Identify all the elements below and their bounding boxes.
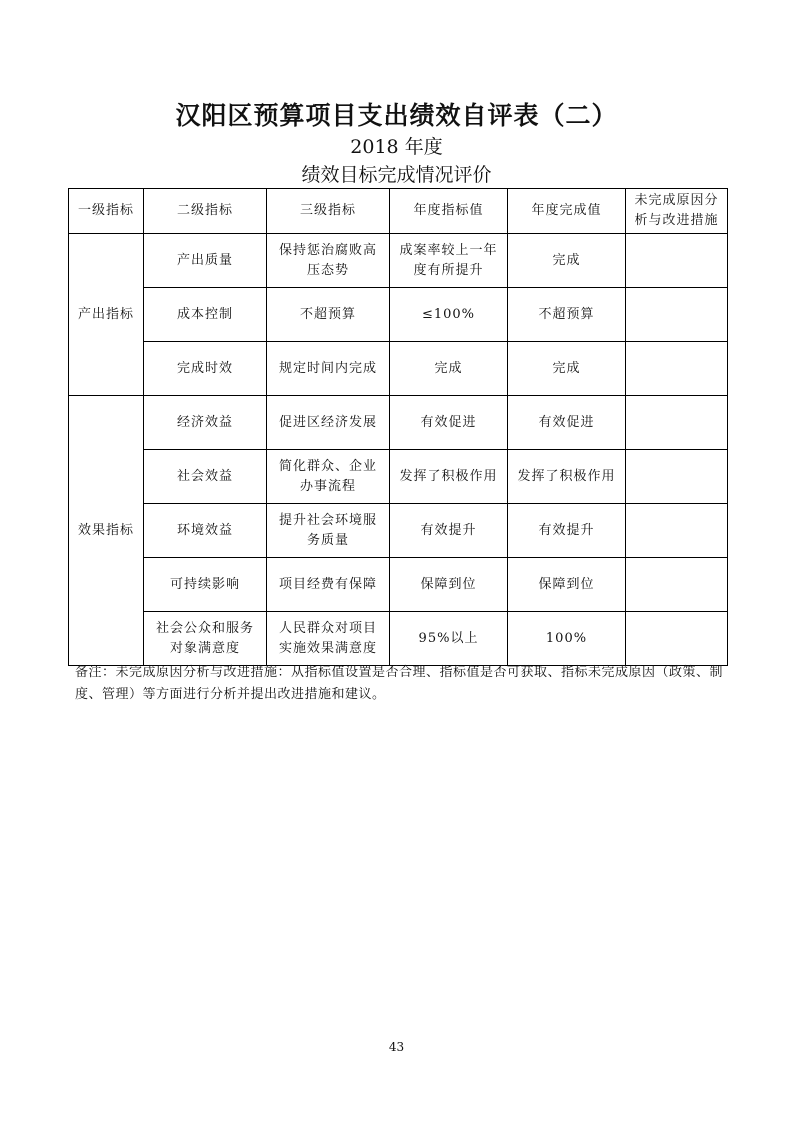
target-cell: 95%以上 — [390, 612, 508, 666]
table-row — [69, 612, 728, 666]
level2-cell: 经济效益 — [144, 396, 267, 450]
table-row — [69, 342, 728, 396]
actual-cell: 有效提升 — [508, 504, 626, 558]
actual-cell: 保障到位 — [508, 558, 626, 612]
level3-cell: 提升社会环境服务质量 — [267, 504, 390, 558]
reason-cell — [626, 342, 728, 396]
actual-cell: 100% — [508, 612, 626, 666]
level2-cell: 完成时效 — [144, 342, 267, 396]
level3-cell: 项目经费有保障 — [267, 558, 390, 612]
target-cell: 有效促进 — [390, 396, 508, 450]
table-row — [69, 450, 728, 504]
section-subtitle: 绩效目标完成情况评价 — [301, 164, 492, 186]
level3-cell: 人民群众对项目实施效果满意度 — [267, 612, 390, 666]
header-reason: 未完成原因分析与改进措施 — [626, 189, 728, 234]
reason-cell — [626, 396, 728, 450]
page-title: 汉阳区预算项目支出绩效自评表（二） — [175, 101, 618, 130]
level3-cell: 促进区经济发展 — [267, 396, 390, 450]
reason-cell — [626, 612, 728, 666]
level3-cell: 保持惩治腐败高压态势 — [267, 234, 390, 288]
actual-cell: 不超预算 — [508, 288, 626, 342]
level3-cell: 不超预算 — [267, 288, 390, 342]
table-row — [69, 504, 728, 558]
header-actual: 年度完成值 — [508, 189, 626, 234]
table-header-row — [69, 189, 728, 234]
remarks-note: 备注：未完成原因分析与改进措施：从指标值设置是否合理、指标值是否可获取、指标未完成原因（政策、制度、管理）等方面进行分析并提出改进措施和建议。 — [75, 665, 724, 702]
header-target: 年度指标值 — [390, 189, 508, 234]
page-number: 43 — [388, 1040, 405, 1054]
table-row — [69, 558, 728, 612]
level2-cell: 环境效益 — [144, 504, 267, 558]
level2-cell: 可持续影响 — [144, 558, 267, 612]
target-cell: 发挥了积极作用 — [390, 450, 508, 504]
report-year: 2018 年度 — [350, 136, 443, 158]
table-row — [69, 288, 728, 342]
reason-cell — [626, 558, 728, 612]
level1-cell: 效果指标 — [69, 396, 144, 666]
table-row — [69, 396, 728, 450]
target-cell: 完成 — [390, 342, 508, 396]
level2-cell: 社会效益 — [144, 450, 267, 504]
actual-cell: 完成 — [508, 234, 626, 288]
actual-cell: 有效促进 — [508, 396, 626, 450]
level3-cell: 规定时间内完成 — [267, 342, 390, 396]
target-cell: 有效提升 — [390, 504, 508, 558]
level1-cell: 产出指标 — [69, 234, 144, 396]
actual-cell: 完成 — [508, 342, 626, 396]
header-level2: 二级指标 — [144, 189, 267, 234]
header-level1: 一级指标 — [69, 189, 144, 234]
level2-cell: 社会公众和服务对象满意度 — [144, 612, 267, 666]
target-cell: ≤100% — [390, 288, 508, 342]
table-row — [69, 234, 728, 288]
level2-cell: 成本控制 — [144, 288, 267, 342]
reason-cell — [626, 234, 728, 288]
actual-cell: 发挥了积极作用 — [508, 450, 626, 504]
header-level3: 三级指标 — [267, 189, 390, 234]
reason-cell — [626, 288, 728, 342]
reason-cell — [626, 450, 728, 504]
level2-cell: 产出质量 — [144, 234, 267, 288]
target-cell: 成案率较上一年度有所提升 — [390, 234, 508, 288]
reason-cell — [626, 504, 728, 558]
performance-table — [68, 188, 728, 666]
target-cell: 保障到位 — [390, 558, 508, 612]
level3-cell: 简化群众、企业办事流程 — [267, 450, 390, 504]
